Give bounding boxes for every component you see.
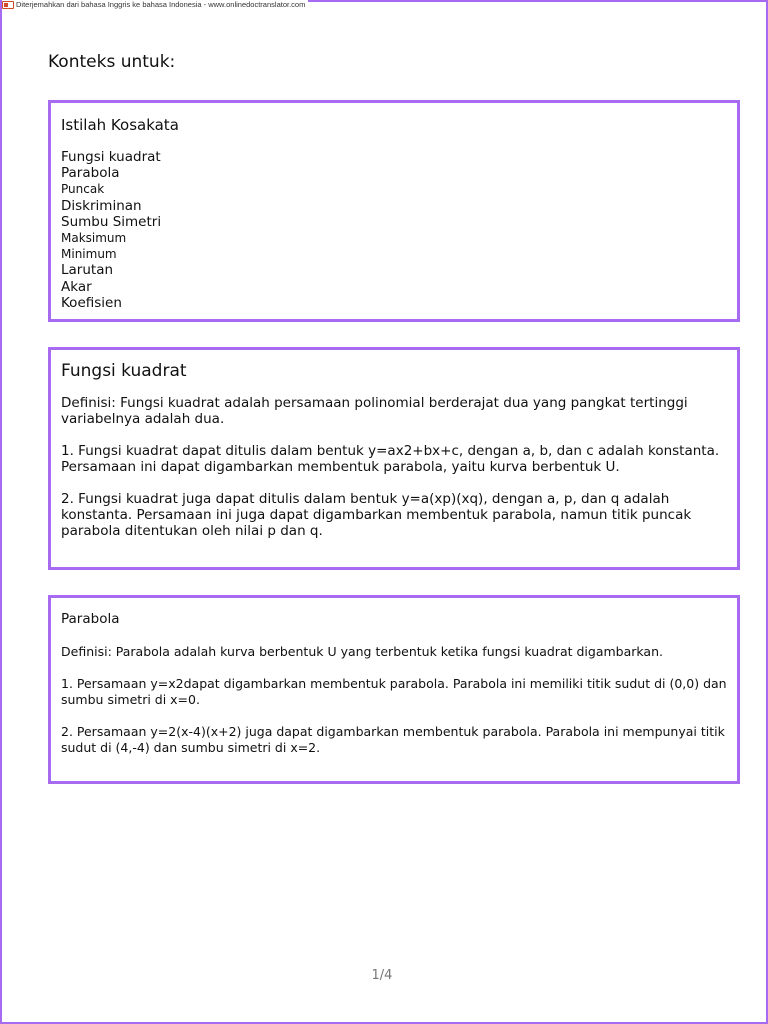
- vocabulary-box: [48, 100, 740, 322]
- vocab-item: Fungsi kuadrat: [61, 149, 161, 165]
- vocab-item: Larutan: [61, 262, 114, 279]
- document-translate-icon: [2, 1, 14, 9]
- vocab-item: Minimum: [61, 247, 117, 262]
- parabola-point-1: 1. Persamaan y=x2dapat digambarkan membentuk parabola. Parabola ini memiliki titik sudut di (0,0) dan sumbu simetri di x=0.: [61, 676, 727, 707]
- quadratic-point-1: 1. Fungsi kuadrat dapat ditulis dalam bentuk y=ax2+bx+c, dengan a, b, dan c adalah konstanta. Persamaan ini dapat digambarkan membentuk parabola, yaitu kurva berbentuk U.: [61, 443, 720, 475]
- translator-banner-text: Diterjemahkan dari bahasa Inggris ke bahasa Indonesia - www.onlinedoctranslator.com: [16, 0, 306, 9]
- vocabulary-list: [61, 149, 727, 311]
- parabola-definition: Definisi: Parabola adalah kurva berbentuk U yang terbentuk ketika fungsi kuadrat digambarkan.: [61, 644, 663, 659]
- vocab-item: Diskriminan: [61, 197, 142, 214]
- vocab-item: Akar: [61, 278, 92, 295]
- vocabulary-title: Istilah Kosakata: [61, 116, 179, 134]
- quadratic-function-box: [48, 347, 740, 570]
- parabola-box: [48, 595, 740, 784]
- page-number: 1/4: [371, 968, 393, 983]
- context-heading: Konteks untuk:: [48, 52, 176, 72]
- vocab-item: Puncak: [61, 182, 105, 197]
- translator-banner[interactable]: [2, 0, 308, 9]
- parabola-title: Parabola: [61, 611, 120, 627]
- vocab-item: Koefisien: [61, 294, 122, 311]
- vocab-item: Parabola: [61, 165, 120, 182]
- quadratic-point-2: 2. Fungsi kuadrat juga dapat ditulis dalam bentuk y=a(xp)(xq), dengan a, p, dan q adalah konstanta. Persamaan ini juga dapat digambarkan membentuk parabola, namun titik puncak parabola ditentukan oleh nilai p dan q.: [61, 491, 692, 539]
- vocab-item: Sumbu Simetri: [61, 213, 162, 230]
- vocab-item: Maksimum: [61, 231, 127, 246]
- parabola-point-2: 2. Persamaan y=2(x-4)(x+2) juga dapat digambarkan membentuk parabola. Parabola ini mempunyai titik sudut di (4,-4) dan sumbu simetri di x=2.: [61, 724, 725, 755]
- quadratic-function-title: Fungsi kuadrat: [61, 361, 187, 381]
- quadratic-definition: Definisi: Fungsi kuadrat adalah persamaan polinomial berderajat dua yang pangkat tertinggi variabelnya adalah dua.: [61, 395, 688, 427]
